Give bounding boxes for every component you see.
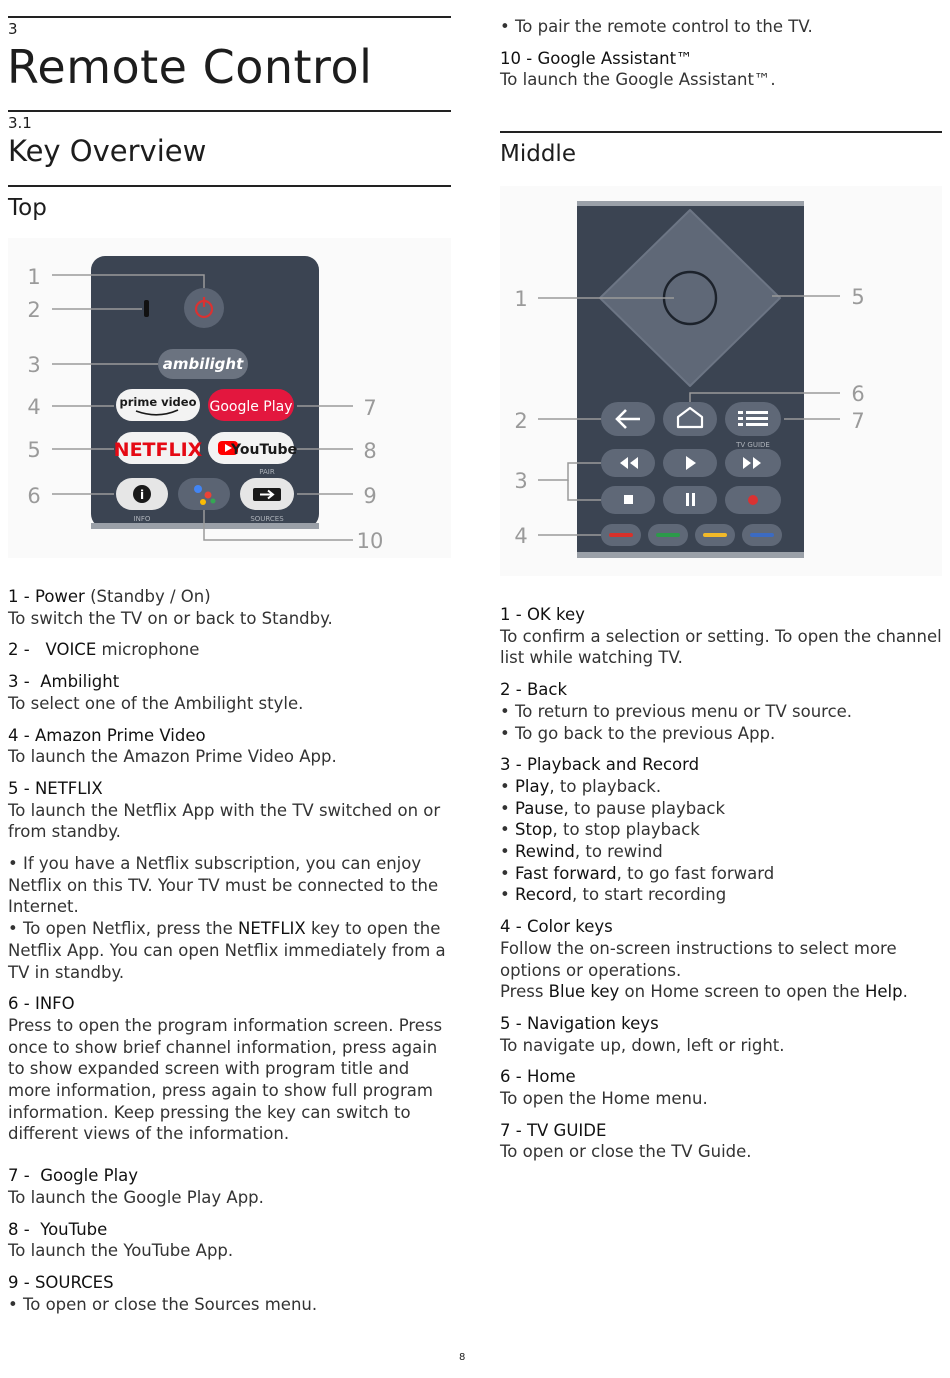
info-key-caption: INFO <box>133 515 151 523</box>
youtube-key-label: YouTube <box>231 442 297 458</box>
item-ok-key: 1 - OK key To confirm a selection or setting. To open the channel list while watching TV. <box>500 605 942 668</box>
item-google-assistant: 10 - Google Assistant™ To launch the Google Assistant™. <box>500 48 776 90</box>
callout-5: 5 <box>27 438 41 462</box>
pair-caption: PAIR <box>259 468 275 476</box>
item-navigation-keys: 5 - Navigation keys To navigate up, down, left or right. <box>500 1013 785 1055</box>
google-assistant-key <box>178 478 230 510</box>
google-assistant-icon <box>194 485 202 493</box>
list-icon <box>738 411 768 426</box>
middle-callout-5: 5 <box>851 285 865 309</box>
callout-4: 4 <box>27 395 41 419</box>
item-sources: 9 - SOURCES • To open or close the Sources menu. <box>8 1272 318 1314</box>
callout-3: 3 <box>27 353 41 377</box>
callout-9: 9 <box>363 484 377 508</box>
item-ambilight: 3 - Ambilight To select one of the Ambilight style. <box>8 672 304 713</box>
chapter-title: Remote Control <box>7 40 373 94</box>
right-column-top <box>500 16 942 101</box>
record-icon <box>748 495 758 505</box>
google-play-label: Google Play <box>209 399 293 415</box>
chapter-rule-top <box>8 16 451 18</box>
callout-8: 8 <box>363 439 377 463</box>
netflix-key-label: NETFLIX <box>113 439 203 461</box>
item-playback: 3 - Playback and Record • Play, to playback. • Pause, to pause playback • Stop, to stop playback • Rewind, to rewind • Fast forward, to go fast forward • Record, to start recording <box>500 755 775 905</box>
callout-6: 6 <box>27 484 41 508</box>
item-youtube: 8 - YouTube To launch the YouTube App. <box>8 1219 234 1261</box>
remote-middle-figure <box>500 186 942 576</box>
item-power: 1 - Power (Standby / On) To switch the TV on or back to Standby. <box>8 587 333 628</box>
section-number: 3.1 <box>8 114 32 132</box>
left-column-text <box>8 586 453 1325</box>
item-prime-video: 4 - Amazon Prime Video To launch the Amazon Prime Video App. <box>8 725 337 767</box>
callout-7: 7 <box>363 396 377 420</box>
item-tv-guide: 7 - TV GUIDE To open or close the TV Guide. <box>500 1120 752 1162</box>
power-key <box>184 288 224 328</box>
subsection-rule-middle <box>500 131 942 133</box>
tv-guide-caption: TV GUIDE <box>736 441 770 449</box>
item-back: 2 - Back • To return to previous menu or TV source. • To go back to the previous App. <box>500 680 853 743</box>
remote-top-figure <box>8 238 451 558</box>
sources-key-caption: SOURCES <box>250 515 284 523</box>
subsection-rule-top <box>8 185 451 187</box>
prime-video-label: prime video <box>119 395 197 409</box>
item-color-keys: 4 - Color keys Follow the on-screen instructions to select more options or operations. Press Blue key on Home screen to open the Help. <box>500 917 908 1002</box>
section-title: Key Overview <box>8 134 207 168</box>
callout-2: 2 <box>27 298 41 322</box>
middle-callout-4: 4 <box>514 524 528 548</box>
microphone-icon <box>144 300 149 317</box>
item-voice: 2 - VOICE microphone <box>8 640 200 660</box>
item-info: 6 - INFO Press to open the program information screen. Press once to show brief channel information, press again to show expanded screen with program title and more information, press again to show full program information. Keep pressing the key can switch to different views of the information. <box>8 994 443 1144</box>
item-home: 6 - Home To open the Home menu. <box>500 1067 708 1109</box>
right-column-text <box>500 604 945 1173</box>
page-number: 8 <box>459 1352 466 1363</box>
callout-10: 10 <box>356 529 384 553</box>
netflix-notes: • If you have a Netflix subscription, you can enjoy Netflix on this TV. Your TV must be connected to the Internet. • To open Netflix, press the NETFLIX key to open the Netflix App. You can open Netflix immediately from a TV in standby. <box>8 854 446 982</box>
middle-callout-3: 3 <box>514 469 528 493</box>
middle-callout-7: 7 <box>851 409 865 433</box>
pair-note: • To pair the remote control to the TV. <box>500 17 813 36</box>
chapter-number: 3 <box>8 20 18 38</box>
item-google-play: 7 - Google Play To launch the Google Play App. <box>8 1166 264 1207</box>
subsection-title-top: Top <box>8 195 47 221</box>
middle-callout-6: 6 <box>851 382 865 406</box>
middle-callout-2: 2 <box>514 409 528 433</box>
section-rule <box>8 110 451 112</box>
callout-1: 1 <box>27 265 41 289</box>
svg-text:i: i <box>139 488 145 502</box>
item-netflix: 5 - NETFLIX To launch the Netflix App with the TV switched on or from standby. <box>8 778 441 842</box>
ambilight-key-label: ambilight <box>162 355 244 373</box>
subsection-title-middle: Middle <box>500 141 576 167</box>
middle-callout-1: 1 <box>514 287 528 311</box>
pause-key <box>663 486 717 514</box>
stop-icon <box>624 495 633 504</box>
